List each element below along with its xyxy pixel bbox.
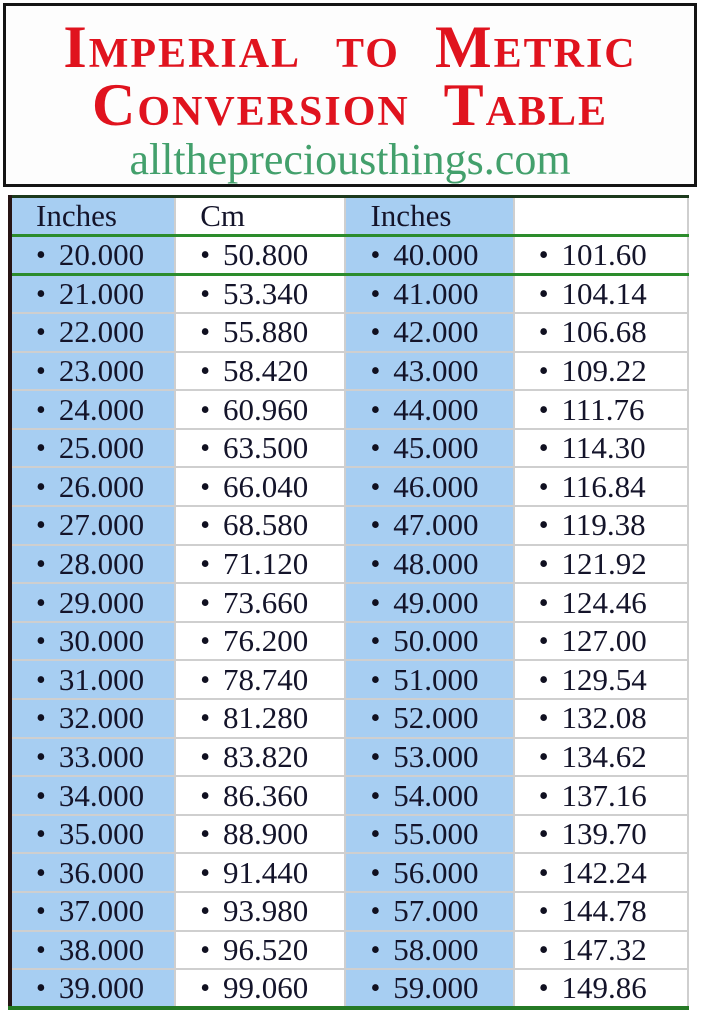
bullet-icon: • [538, 741, 549, 773]
table-row [10, 738, 688, 777]
inches-cell: • 20.000 [10, 236, 175, 275]
bullet-icon: • [36, 587, 46, 619]
cm-cell: • 147.32 [514, 931, 688, 970]
cm-cell: • 78.740 [175, 660, 345, 699]
table-row [10, 506, 688, 545]
bullet-icon: • [36, 664, 46, 696]
inches-cell: • 25.000 [10, 429, 175, 468]
bullet-icon: • [200, 896, 211, 928]
bullet-icon: • [36, 317, 46, 349]
cm-cell: • 83.820 [175, 738, 345, 777]
inches-cell: • 40.000 [345, 236, 513, 275]
bullet-icon: • [200, 973, 211, 1005]
inches-cell: • 45.000 [345, 429, 513, 468]
bullet-icon: • [200, 819, 211, 851]
cm-cell: • 142.24 [514, 853, 688, 892]
table-row [10, 853, 688, 892]
cm-cell: • 104.14 [514, 275, 688, 314]
bullet-icon: • [370, 279, 381, 311]
cm-cell: • 114.30 [514, 429, 688, 468]
bullet-icon: • [538, 317, 549, 349]
bullet-icon: • [370, 664, 381, 696]
bullet-icon: • [36, 240, 46, 271]
bullet-icon: • [200, 317, 211, 349]
bullet-icon: • [538, 548, 549, 580]
cm-cell: • 116.84 [514, 467, 688, 506]
inches-cell: • 22.000 [10, 313, 175, 352]
cm-cell: • 109.22 [514, 352, 688, 391]
inches-cell: • 47.000 [345, 506, 513, 545]
cm-cell: • 71.120 [175, 545, 345, 584]
inches-cell: • 28.000 [10, 545, 175, 584]
table-row [10, 352, 688, 391]
inches-cell: • 26.000 [10, 467, 175, 506]
page-title-line-2: Conversion Table [91, 72, 609, 138]
bullet-icon: • [370, 510, 381, 542]
cm-cell: • 96.520 [175, 931, 345, 970]
bullet-icon: • [370, 819, 381, 851]
inches-cell: • 52.000 [345, 699, 513, 738]
inches-cell: • 59.000 [345, 969, 513, 1008]
inches-cell: • 32.000 [10, 699, 175, 738]
conversion-table [8, 195, 689, 1010]
bullet-icon: • [36, 857, 46, 889]
bullet-icon: • [538, 973, 549, 1005]
bullet-icon: • [370, 703, 381, 735]
bullet-icon: • [36, 471, 46, 503]
bullet-icon: • [200, 857, 211, 889]
cm-cell: • 129.54 [514, 660, 688, 699]
cm-cell: • 93.980 [175, 892, 345, 931]
col-header-cm-left: Cm [175, 197, 345, 236]
bullet-icon: • [538, 394, 549, 426]
bullet-icon: • [538, 626, 549, 658]
inches-cell: • 46.000 [345, 467, 513, 506]
table-row [10, 660, 688, 699]
inches-cell: • 30.000 [10, 622, 175, 661]
table-row [10, 969, 688, 1008]
inches-cell: • 37.000 [10, 892, 175, 931]
bullet-icon: • [36, 780, 46, 812]
bullet-icon: • [538, 471, 549, 503]
cm-cell: • 53.340 [175, 275, 345, 314]
bullet-icon: • [200, 780, 211, 812]
bullet-icon: • [200, 471, 211, 503]
bullet-icon: • [370, 741, 381, 773]
bullet-icon: • [200, 741, 211, 773]
bullet-icon: • [200, 510, 211, 542]
bullet-icon: • [538, 587, 549, 619]
bullet-icon: • [538, 664, 549, 696]
bullet-icon: • [36, 394, 46, 426]
inches-cell: • 56.000 [345, 853, 513, 892]
bullet-icon: • [200, 587, 211, 619]
bullet-icon: • [200, 664, 211, 696]
bullet-icon: • [370, 471, 381, 503]
table-row [10, 776, 688, 815]
bullet-icon: • [200, 355, 211, 387]
cm-cell: • 124.46 [514, 583, 688, 622]
bullet-icon: • [36, 934, 46, 966]
bullet-icon: • [370, 587, 381, 619]
inches-cell: • 38.000 [10, 931, 175, 970]
table-row [10, 815, 688, 854]
col-header-inches-left: Inches [10, 197, 175, 236]
inches-cell: • 34.000 [10, 776, 175, 815]
bullet-icon: • [36, 355, 46, 387]
cm-cell: • 60.960 [175, 390, 345, 429]
inches-cell: • 50.000 [345, 622, 513, 661]
cm-cell: • 121.92 [514, 545, 688, 584]
cm-cell: • 81.280 [175, 699, 345, 738]
inches-cell: • 48.000 [345, 545, 513, 584]
cm-cell: • 99.060 [175, 969, 345, 1008]
cm-cell: • 139.70 [514, 815, 688, 854]
bullet-icon: • [538, 240, 549, 271]
bullet-icon: • [36, 703, 46, 735]
bullet-icon: • [200, 626, 211, 658]
inches-cell: • 49.000 [345, 583, 513, 622]
inches-cell: • 39.000 [10, 969, 175, 1008]
inches-cell: • 57.000 [345, 892, 513, 931]
bullet-icon: • [538, 819, 549, 851]
bullet-icon: • [370, 896, 381, 928]
inches-cell: • 58.000 [345, 931, 513, 970]
col-header-cm-right [514, 197, 688, 236]
bullet-icon: • [370, 857, 381, 889]
cm-cell: • 88.900 [175, 815, 345, 854]
bullet-icon: • [36, 896, 46, 928]
bullet-icon: • [36, 510, 46, 542]
inches-cell: • 31.000 [10, 660, 175, 699]
cm-cell: • 76.200 [175, 622, 345, 661]
table-header-row [10, 197, 688, 236]
bullet-icon: • [36, 741, 46, 773]
table-body [10, 236, 688, 1009]
inches-cell: • 53.000 [345, 738, 513, 777]
cm-cell: • 134.62 [514, 738, 688, 777]
table-row [10, 583, 688, 622]
cm-cell: • 55.880 [175, 313, 345, 352]
table-row [10, 931, 688, 970]
bullet-icon: • [370, 240, 381, 271]
inches-cell: • 35.000 [10, 815, 175, 854]
cm-cell: • 106.68 [514, 313, 688, 352]
bullet-icon: • [200, 433, 211, 465]
bullet-icon: • [36, 548, 46, 580]
bullet-icon: • [36, 819, 46, 851]
bullet-icon: • [370, 780, 381, 812]
cm-cell: • 111.76 [514, 390, 688, 429]
inches-cell: • 44.000 [345, 390, 513, 429]
table-row [10, 467, 688, 506]
bullet-icon: • [538, 279, 549, 311]
cm-cell: • 137.16 [514, 776, 688, 815]
cm-cell: • 101.60 [514, 236, 688, 275]
bullet-icon: • [370, 973, 381, 1005]
bullet-icon: • [538, 934, 549, 966]
table-row [10, 699, 688, 738]
inches-cell: • 24.000 [10, 390, 175, 429]
bullet-icon: • [538, 355, 549, 387]
bullet-icon: • [200, 934, 211, 966]
table-row [10, 275, 688, 314]
cm-cell: • 66.040 [175, 467, 345, 506]
inches-cell: • 29.000 [10, 583, 175, 622]
bullet-icon: • [36, 626, 46, 658]
inches-cell: • 43.000 [345, 352, 513, 391]
col-header-inches-right: Inches [345, 197, 513, 236]
table-row [10, 545, 688, 584]
bullet-icon: • [200, 548, 211, 580]
inches-cell: • 23.000 [10, 352, 175, 391]
cm-cell: • 86.360 [175, 776, 345, 815]
bullet-icon: • [538, 780, 549, 812]
table-row [10, 429, 688, 468]
inches-cell: • 27.000 [10, 506, 175, 545]
bullet-icon: • [538, 857, 549, 889]
bullet-icon: • [538, 703, 549, 735]
bullet-icon: • [370, 394, 381, 426]
bullet-icon: • [200, 703, 211, 735]
cm-cell: • 63.500 [175, 429, 345, 468]
cm-cell: • 68.580 [175, 506, 345, 545]
bullet-icon: • [538, 896, 549, 928]
table-row [10, 390, 688, 429]
bullet-icon: • [538, 433, 549, 465]
bullet-icon: • [36, 433, 46, 465]
bullet-icon: • [200, 240, 211, 271]
bullet-icon: • [200, 279, 211, 311]
bullet-icon: • [370, 355, 381, 387]
inches-cell: • 51.000 [345, 660, 513, 699]
bullet-icon: • [370, 433, 381, 465]
bullet-icon: • [370, 317, 381, 349]
bullet-icon: • [36, 279, 46, 311]
cm-cell: • 119.38 [514, 506, 688, 545]
bullet-icon: • [36, 973, 46, 1005]
cm-cell: • 73.660 [175, 583, 345, 622]
cm-cell: • 50.800 [175, 236, 345, 275]
page-title-line-1: Imperial to Metric [63, 14, 637, 80]
cm-cell: • 144.78 [514, 892, 688, 931]
inches-cell: • 54.000 [345, 776, 513, 815]
cm-cell: • 58.420 [175, 352, 345, 391]
cm-cell: • 132.08 [514, 699, 688, 738]
bullet-icon: • [200, 394, 211, 426]
inches-cell: • 36.000 [10, 853, 175, 892]
inches-cell: • 33.000 [10, 738, 175, 777]
table-row [10, 622, 688, 661]
table-row [10, 892, 688, 931]
title-box [3, 3, 697, 187]
bullet-icon: • [370, 548, 381, 580]
table-row [10, 236, 688, 275]
cm-cell: • 149.86 [514, 969, 688, 1008]
inches-cell: • 41.000 [345, 275, 513, 314]
inches-cell: • 42.000 [345, 313, 513, 352]
inches-cell: • 55.000 [345, 815, 513, 854]
website-link: allthepreciousthings.com [129, 135, 571, 184]
inches-cell: • 21.000 [10, 275, 175, 314]
table-row [10, 313, 688, 352]
cm-cell: • 127.00 [514, 622, 688, 661]
bullet-icon: • [370, 934, 381, 966]
bullet-icon: • [538, 510, 549, 542]
cm-cell: • 91.440 [175, 853, 345, 892]
bullet-icon: • [370, 626, 381, 658]
